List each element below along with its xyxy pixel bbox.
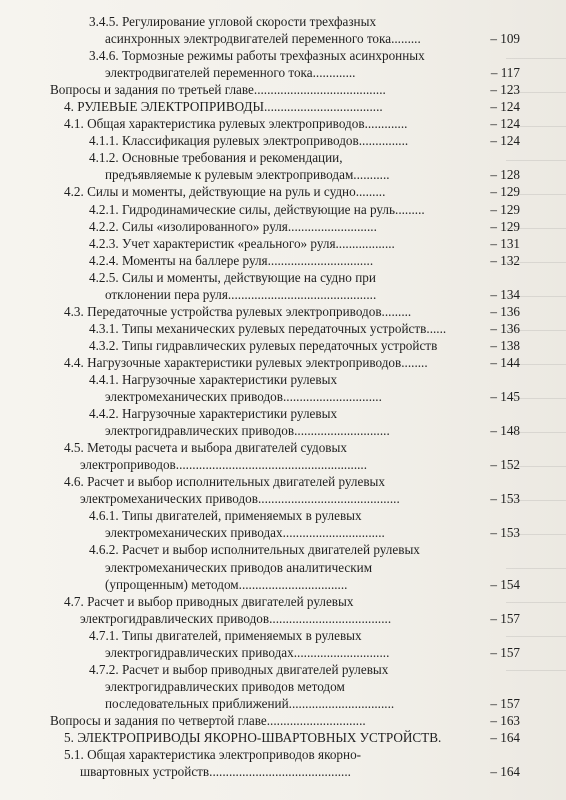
toc-entry-page: – 164	[490, 764, 520, 780]
toc-entry-title: 5. ЭЛЕКТРОПРИВОДЫ ЯКОРНО-ШВАРТОВНЫХ УСТРОЙСТВ.	[64, 729, 442, 745]
toc-entry	[50, 508, 520, 525]
toc-entry	[50, 560, 520, 577]
toc-entry-page: – 124	[490, 99, 520, 115]
toc-entry	[50, 338, 520, 355]
toc-entry	[50, 219, 520, 236]
toc-entry-title: Вопросы и задания по четвертой главе..............................	[50, 712, 366, 728]
toc-entry-title: 4.3. Передаточные устройства рулевых электроприводов.........	[64, 303, 412, 319]
table-of-contents	[50, 14, 520, 781]
toc-entry-page: – 117	[490, 65, 520, 81]
toc-entry-title: 4.2.5. Силы и моменты, действующие на судно при	[89, 269, 376, 285]
toc-entry-title: швартовных устройств...........................................	[80, 764, 351, 780]
toc-entry-title: последовательных приближений................................	[105, 695, 395, 711]
toc-entry	[50, 594, 520, 611]
toc-entry	[50, 150, 520, 167]
toc-entry-title: электромеханических приводов..............................	[105, 389, 382, 405]
toc-entry	[50, 372, 520, 389]
toc-entry	[50, 253, 520, 270]
toc-entry-title: электроприводов..........................................................	[80, 457, 368, 473]
toc-entry-page: – 138	[490, 337, 520, 353]
toc-entry-page: – 153	[490, 525, 520, 541]
toc-entry	[50, 133, 520, 150]
toc-entry-title: 3.4.5. Регулирование угловой скорости трехфазных	[89, 14, 377, 29]
toc-entry-page: – 129	[490, 201, 520, 217]
toc-entry-page: – 109	[490, 31, 520, 47]
toc-entry-title: 4.4. Нагрузочные характеристики рулевых электроприводов........	[64, 354, 428, 370]
toc-entry	[50, 48, 520, 65]
toc-entry-page: – 129	[490, 184, 520, 200]
toc-entry-page: – 163	[490, 712, 520, 728]
toc-entry-title: (упрощенным) методом.................................	[105, 576, 348, 592]
toc-entry-title: 4.6. Расчет и выбор исполнительных двигателей рулевых	[64, 474, 386, 490]
toc-entry-title: асинхронных электродвигателей переменного тока.........	[105, 31, 421, 47]
toc-entry-title: 4. РУЛЕВЫЕ ЭЛЕКТРОПРИВОДЫ....................................	[64, 99, 383, 115]
toc-entry	[50, 99, 520, 116]
toc-entry-title: 4.5. Методы расчета и выбора двигателей судовых	[64, 440, 347, 456]
toc-entry	[50, 611, 520, 628]
toc-entry	[50, 321, 520, 338]
toc-entry	[50, 389, 520, 406]
toc-entry-page: – 129	[490, 218, 520, 234]
toc-entry-title: 4.2.2. Силы «изолированного» руля...........................	[89, 218, 377, 234]
toc-entry-page: – 154	[490, 576, 520, 592]
toc-entry-title: 4.1. Общая характеристика рулевых электроприводов.............	[64, 116, 408, 132]
toc-entry-title: электромеханических приводах...............................	[105, 525, 385, 541]
toc-entry-title: электрогидравлических приводах.............................	[105, 644, 390, 660]
toc-entry-title: предъявляемые к рулевым электроприводам...........	[105, 167, 390, 183]
toc-entry-title: 4.7. Расчет и выбор приводных двигателей рулевых	[64, 593, 354, 609]
toc-entry-title: 4.4.2. Нагрузочные характеристики рулевых	[89, 406, 338, 422]
toc-entry-title: 4.2.3. Учет характеристик «реального» руля..................	[89, 235, 395, 251]
toc-entry	[50, 713, 520, 730]
toc-entry	[50, 747, 520, 764]
toc-entry-title: 4.3.2. Типы гидравлических рулевых передаточных устройств	[89, 337, 438, 353]
toc-entry-page: – 128	[490, 167, 520, 183]
toc-entry-page: – 131	[490, 235, 520, 251]
toc-entry	[50, 184, 520, 201]
toc-entry	[50, 167, 520, 184]
toc-entry-title: 4.2.4. Моменты на баллере руля................................	[89, 252, 374, 268]
toc-entry-title: 4.1.2. Основные требования и рекомендации,	[89, 150, 343, 166]
toc-entry-title: 4.6.2. Расчет и выбор исполнительных двигателей рулевых	[89, 542, 420, 558]
toc-entry-title: 5.1. Общая характеристика электроприводов якорно-	[64, 747, 362, 763]
toc-entry-title: 4.1.1. Классификация рулевых электроприводов...............	[89, 133, 409, 149]
toc-entry	[50, 355, 520, 372]
toc-entry	[50, 116, 520, 133]
toc-entry	[50, 423, 520, 440]
toc-entry	[50, 662, 520, 679]
toc-entry-page: – 136	[490, 320, 520, 336]
toc-entry	[50, 525, 520, 542]
toc-entry-title: 4.4.1. Нагрузочные характеристики рулевых	[89, 371, 338, 387]
toc-entry	[50, 287, 520, 304]
toc-entry-page: – 123	[490, 82, 520, 98]
toc-entry-page: – 124	[490, 133, 520, 149]
toc-entry	[50, 645, 520, 662]
toc-entry-title: электрогидравлических приводов.............................	[105, 423, 390, 439]
toc-entry-page: – 157	[490, 644, 520, 660]
toc-entry	[50, 696, 520, 713]
toc-entry-title: электромеханических приводов...........................................	[80, 491, 400, 507]
toc-entry	[50, 270, 520, 287]
toc-entry	[50, 679, 520, 696]
toc-entry-page: – 152	[490, 457, 520, 473]
toc-entry-page: – 132	[490, 252, 520, 268]
toc-entry-title: электрогидравлических приводов.....................................	[80, 610, 392, 626]
toc-entry-page: – 164	[490, 729, 520, 745]
toc-entry-page: – 136	[490, 303, 520, 319]
toc-entry	[50, 577, 520, 594]
toc-entry	[50, 65, 520, 82]
toc-entry-title: электромеханических приводов аналитическим	[105, 559, 373, 575]
toc-entry-title: отклонении пера руля.............................................	[105, 286, 377, 302]
toc-entry	[50, 628, 520, 645]
toc-entry-page: – 144	[490, 354, 520, 370]
toc-entry-page: – 148	[490, 423, 520, 439]
toc-entry	[50, 491, 520, 508]
toc-entry	[50, 304, 520, 321]
toc-entry-page: – 134	[490, 286, 520, 302]
toc-entry-title: 4.7.2. Расчет и выбор приводных двигателей рулевых	[89, 661, 389, 677]
toc-entry	[50, 730, 520, 747]
toc-entry-title: электродвигателей переменного тока.............	[105, 65, 356, 81]
toc-entry-page: – 145	[490, 389, 520, 405]
toc-entry	[50, 82, 520, 99]
toc-entry	[50, 542, 520, 559]
toc-entry-title: 4.6.1. Типы двигателей, применяемых в рулевых	[89, 508, 362, 524]
toc-entry-page: – 157	[490, 610, 520, 626]
toc-entry	[50, 14, 520, 31]
toc-entry-title: 4.2.1. Гидродинамические силы, действующие на руль.........	[89, 201, 425, 217]
toc-entry-title: электрогидравлических приводов методом	[105, 678, 345, 694]
toc-entry-title: 4.2. Силы и моменты, действующие на руль и судно.........	[64, 184, 386, 200]
toc-entry-title: Вопросы и задания по третьей главе........................................	[50, 82, 386, 98]
toc-entry	[50, 202, 520, 219]
toc-entry	[50, 474, 520, 491]
toc-entry	[50, 31, 520, 48]
toc-entry-page: – 153	[490, 491, 520, 507]
toc-entry	[50, 236, 520, 253]
toc-entry	[50, 764, 520, 781]
toc-entry	[50, 440, 520, 457]
toc-entry-title: 4.7.1. Типы двигателей, применяемых в рулевых	[89, 627, 362, 643]
toc-entry-page: – 157	[490, 695, 520, 711]
toc-entry-title: 4.3.1. Типы механических рулевых передаточных устройств......	[89, 320, 447, 336]
toc-entry	[50, 406, 520, 423]
toc-entry-page: – 124	[490, 116, 520, 132]
toc-entry-title: 3.4.6. Тормозные режимы работы трехфазных асинхронных	[89, 48, 425, 64]
toc-entry	[50, 457, 520, 474]
